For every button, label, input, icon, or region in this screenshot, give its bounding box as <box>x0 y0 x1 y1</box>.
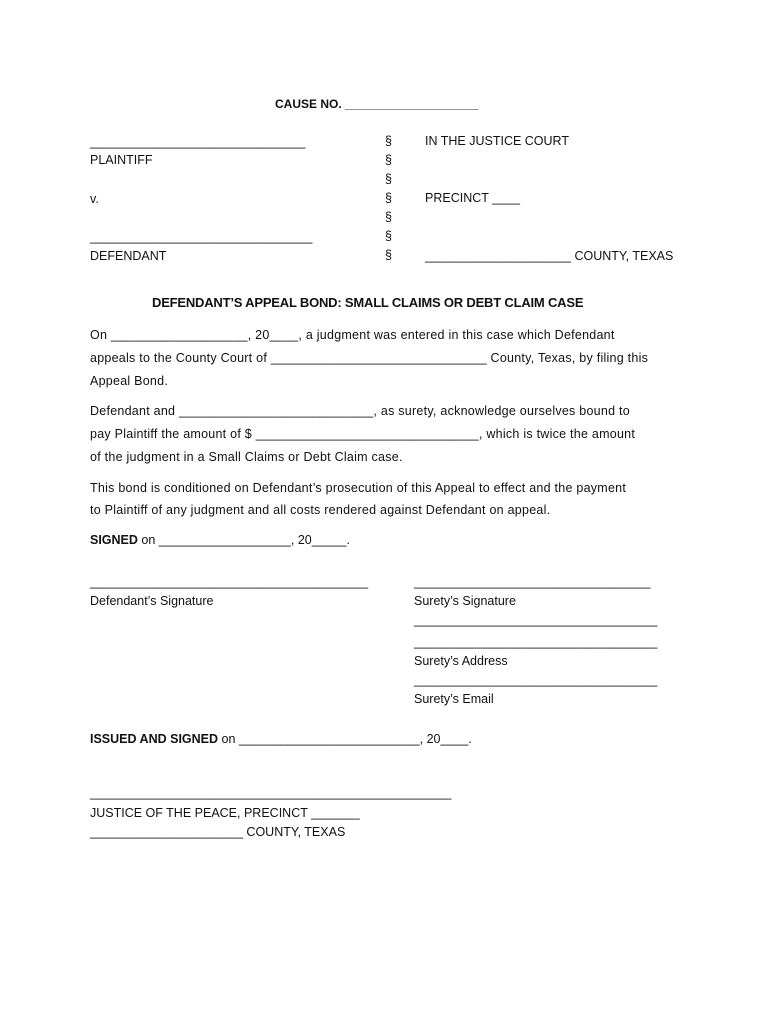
justice-county: ______________________ COUNTY, TEXAS <box>90 825 346 839</box>
court-label: IN THE JUSTICE COURT <box>425 134 569 148</box>
paragraph-line: Defendant and ___________________________, as surety, acknowledge ourselves bound to <box>90 404 630 418</box>
paragraph-line: This bond is conditioned on Defendant’s prosecution of this Appeal to effect and the payment <box>90 481 627 495</box>
section-mark: § <box>385 172 392 186</box>
signed-label: SIGNED <box>90 533 138 547</box>
section-mark: § <box>385 153 392 167</box>
county-label: _____________________ COUNTY, TEXAS <box>425 249 674 263</box>
surety-email-label: Surety’s Email <box>414 692 494 706</box>
section-mark: § <box>385 248 392 262</box>
document-title: DEFENDANT’S APPEAL BOND: SMALL CLAIMS OR DEBT CLAIM CASE <box>152 295 584 310</box>
plaintiff-label: PLAINTIFF <box>90 153 153 167</box>
section-mark: § <box>385 191 392 205</box>
versus-label: v. <box>90 192 99 206</box>
issued-signed-line <box>90 732 472 746</box>
cause-number: CAUSE NO. ____________________ <box>275 97 479 111</box>
defendant-signature-line: ________________________________________ <box>90 575 369 589</box>
issued-date-text: on __________________________, 20____. <box>218 732 472 746</box>
surety-address-label: Surety’s Address <box>414 654 508 668</box>
defendant-label: DEFENDANT <box>90 249 167 263</box>
surety-signature-label: Surety’s Signature <box>414 594 516 608</box>
precinct-label: PRECINCT ____ <box>425 191 520 205</box>
paragraph-line: pay Plaintiff the amount of $ _______________________________, which is twice the amount <box>90 427 636 441</box>
paragraph-line: On ___________________, 20____, a judgment was entered in this case which Defendant <box>90 328 615 342</box>
justice-signature-line: ____________________________________________________ <box>90 786 452 800</box>
section-mark: § <box>385 229 392 243</box>
paragraph-line: of the judgment in a Small Claims or Debt Claim case. <box>90 450 403 464</box>
justice-title: JUSTICE OF THE PEACE, PRECINCT _______ <box>90 806 360 820</box>
issued-signed-label: ISSUED AND SIGNED <box>90 732 219 746</box>
surety-address-line: ___________________________________ <box>414 635 658 649</box>
section-mark: § <box>385 134 392 148</box>
plaintiff-blank-line: _______________________________ <box>90 135 306 149</box>
paragraph-line: appeals to the County Court of ______________________________ County, Texas, by filing this <box>90 351 649 365</box>
signed-date-text: on ___________________, 20_____. <box>137 533 350 547</box>
section-mark: § <box>385 210 392 224</box>
surety-signature-line: __________________________________ <box>414 575 651 589</box>
signed-line <box>90 533 350 547</box>
paragraph-line: Appeal Bond. <box>90 374 169 388</box>
defendant-blank-line: ________________________________ <box>90 230 313 244</box>
paragraph-line: to Plaintiff of any judgment and all costs rendered against Defendant on appeal. <box>90 503 551 517</box>
surety-address-line: ___________________________________ <box>414 613 658 627</box>
defendant-signature-label: Defendant’s Signature <box>90 594 214 608</box>
surety-email-line: ___________________________________ <box>414 673 658 687</box>
